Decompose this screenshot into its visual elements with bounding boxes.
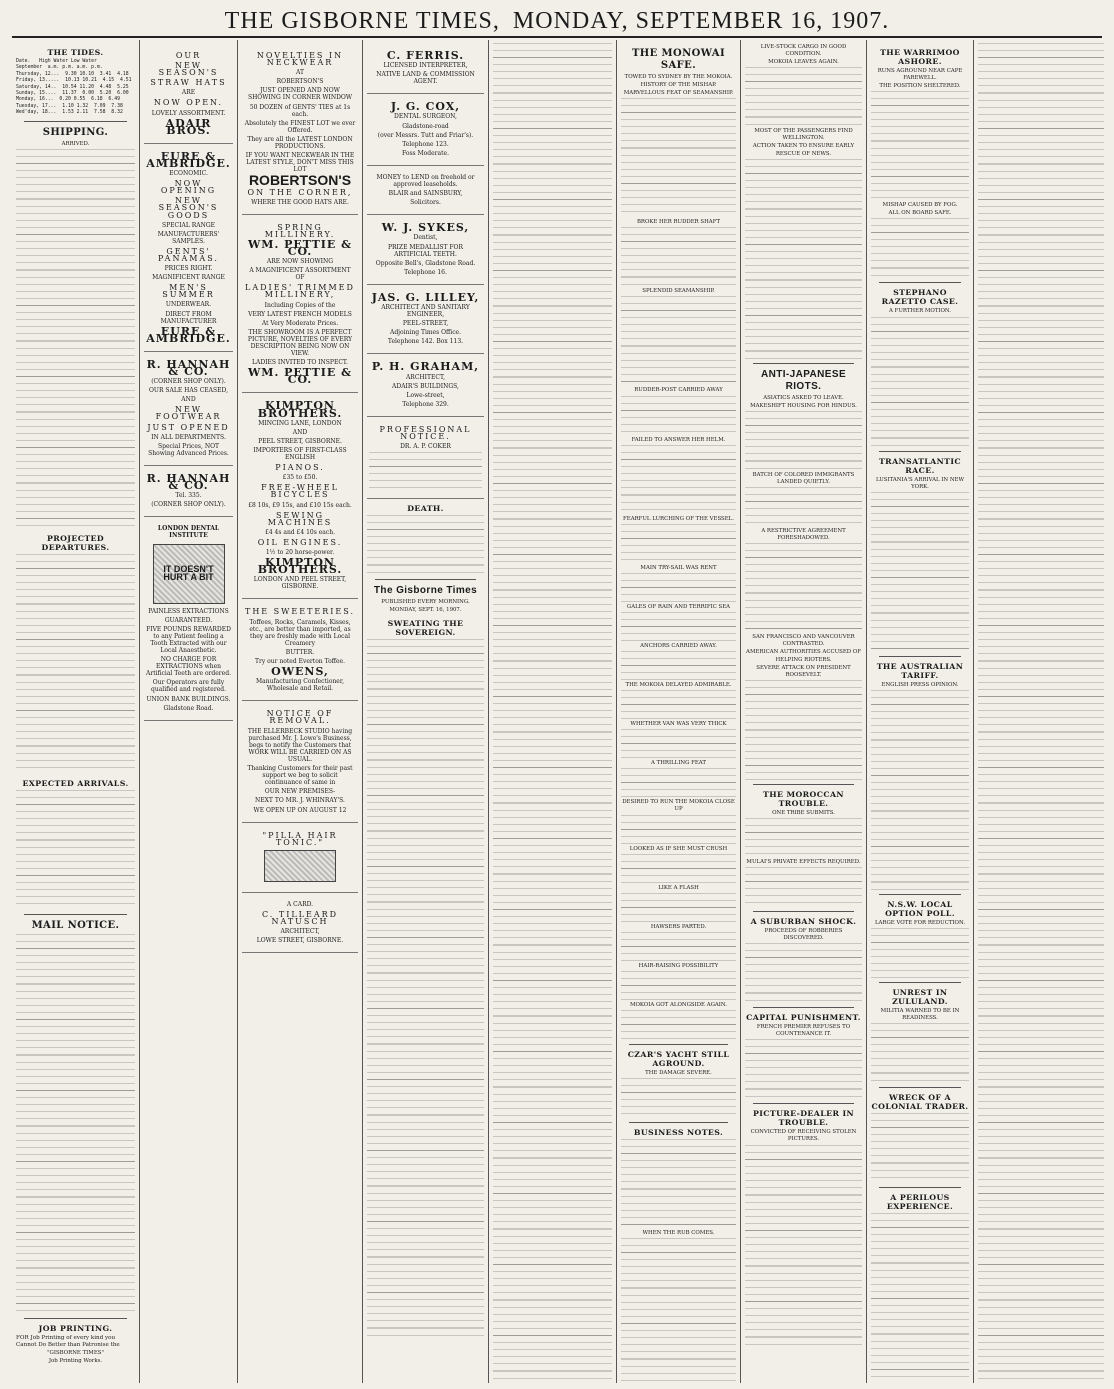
professional-notice: PROFESSIONAL NOTICE. DR. A. P. COKER: [367, 417, 484, 499]
anti-japanese-heading: ANTI-JAPANESE RIOTS.: [760, 368, 847, 392]
eure-ambridge-ad: EURE & AMBRIDGE. ECONOMIC. NOW OPENING NEW SEASON'S GOODS SPECIAL RANGE MANUFACTURERS' SAMPLES. GENTS' PANAMAS. PRICES RIGHT. MAGNIFICENT RANGE MEN'S SUMMER UNDERWEAR. DIRECT FROM MANUFACTURER EURE & AMBRIDGE.: [144, 144, 233, 352]
paper-title: THE GISBORNE TIMES,: [224, 8, 500, 34]
mail-text: [16, 934, 135, 1314]
hannah-ad-2: R. HANNAH & CO. Tel. 335. (CORNER SHOP ONLY).: [144, 466, 233, 517]
expected-heading: EXPECTED ARRIVALS.: [22, 778, 129, 788]
picture-dealer-heading: PICTURE-DEALER IN TROUBLE.: [752, 1109, 855, 1128]
newspaper-page: [12, 40, 1102, 1383]
adair-bros: ADAIR BROS.: [165, 116, 212, 137]
issue-date-line: MONDAY, SEPT. 16, 1907.: [389, 607, 462, 614]
pilla-illustration: [264, 850, 336, 882]
shipping-heading: SHIPPING.: [42, 126, 109, 138]
kimpton-brothers-ad: KIMPTON BROTHERS. MINCING LANE, LONDON AND PEEL STREET, GISBORNE. IMPORTERS OF FIRST-CLASS ENGLISH PIANOS. £35 to £50. FREE-WHEEL BICYCLES £8 10s, £9 15s, and £10 15s each. SEWING MACHINES £4 4s and £4 10s each. OIL ENGINES. 1½ to 20 horse-power. KIMPTON BROTHERS. LONDON AND PEEL STREET, GISBORNE.: [242, 393, 358, 599]
issue-date: MONDAY, SEPTEMBER 16, 1907.: [512, 8, 890, 34]
hannah-ad-1: R. HANNAH & CO. (CORNER SHOP ONLY). OUR SALE HAS CEASED, AND NEW FOOTWEAR JUST OPENED IN ALL DEPARTMENTS. Special Prices, NOT Showing Advanced Prices.: [144, 352, 233, 466]
masthead: [12, 6, 1102, 38]
robertsons-logo: ROBERTSON'S: [248, 172, 352, 189]
ferris-ad: C. FERRIS. LICENSED INTERPRETER, NATIVE LAND & COMMISSION AGENT.: [367, 43, 484, 94]
cox-ad: J. G. COX, DENTAL SURGEON, Gladstone-road (over Messrs. Tutt and Friar's). Telephone 123. Foss Moderate.: [367, 94, 484, 166]
pettie-millinery-ad: SPRING MILLINERY. WM. PETTIE & CO. ARE NOW SHOWING A MAGNIFICENT ASSORTMENT OF LADIES' TRIMMED MILLINERY, Including Copies of the VERY LATEST FRENCH MODELS At Very Moderate Prices. THE SHOWROOM IS A PERFECT PICTURE, NOVELTIES OF EVERY DESCRIPTION BEING NOW ON VIEW. LADIES INVITED TO INSPECT. WM. PETTIE & CO.: [242, 215, 358, 394]
column-8: THE WARRIMOO ASHORE. RUNS AGROUND NEAR CAPE FAREWELL. THE POSITION SHELTERED. MISHAP CAUSED BY FOG. ALL ON BOARD SAFE. STEPHANO RAZETTO CASE. A FURTHER MOTION. TRANSATLANTIC RACE. LUSITANIA'S ARRIVAL IN NEW YORK. THE AUSTRALIAN TARIFF. ENGLISH PRESS OPINION. N.S.W. LOCAL OPTION POLL. LARGE VOTE FOR REDUCTION. UNREST IN ZULULAND. MILITIA WARNED TO BE IN READINESS. WRECK OF A COLONIAL TRADER. A PERILOUS EXPERIENCE.: [866, 40, 973, 1383]
column-9-text: [978, 43, 1104, 1383]
business-heading: BUSINESS NOTES.: [633, 1128, 724, 1138]
published-line: PUBLISHED EVERY MORNING.: [381, 599, 470, 606]
job-printing-heading: JOB PRINTING.: [38, 1323, 113, 1333]
australian-tariff-heading: THE AUSTRALIAN TARIFF.: [876, 661, 964, 680]
column-3: [237, 40, 362, 1383]
nsw-heading: N.S.W. LOCAL OPTION POLL.: [885, 899, 955, 918]
lilley-ad: JAS. G. LILLEY, ARCHITECT AND SANITARY ENGINEER, PEEL-STREET, Adjoining Times Office. Telephone 142. Box 113.: [367, 285, 484, 355]
removal-notice: NOTICE OF REMOVAL. THE ELLERBECK STUDIO having purchased Mr. J. Lowe's Business, begs to notify the Customers that WORK WILL BE CARRIED ON AS USUAL. Thanking Customers for their past support we beg to solicit continuance of same in OUR NEW PREMISES- NEXT TO MR. J. WHINRAY'S. WE OPEN UP ON AUGUST 12: [242, 701, 358, 822]
column-1: [12, 40, 139, 1383]
pilla-hair-tonic-ad: "PILLA HAIR TONIC.": [242, 823, 358, 893]
perilous-heading: A PERILOUS EXPERIENCE.: [886, 1193, 954, 1212]
moroccan-heading: THE MOROCCAN TROUBLE.: [763, 789, 844, 808]
graham-ad: P. H. GRAHAM, ARCHITECT, ADAIR'S BUILDINGS, Lowe-street, Telephone 329.: [367, 354, 484, 416]
tides-table: Date. High Water Low Water September a.m. p.m. a.m. p.m. Thursday, 12... 9.30 10.10 3.41 4.18 Friday, 13..... 10.13 10.21 4.15 4.51 Saturday, 14.. 10.54 11.20 4.48 5.25 Sunday, 15.... 11.37 0.00 5.20 6.00 Monday, 16... 0.20 0.55 6.18 6.49 Tuesday, 17... 1.10 1.32 7.09 7.38 Wed'day, 18... 1.53 2.11 7.58 8.32: [16, 59, 132, 116]
column-6: THE MONOWAI SAFE. TOWED TO SYDNEY BY THE MOKOIA. HISTORY OF THE MISHAP. MARVELLOUS FEAT OF SEAMANSHIP. BROKE HER RUDDER SHAFT SPLENDID SEAMANSHIP. RUDDER-POST CARRIED AWAY FAILED TO ANSWER HER HELM. FEARFUL LURCHING OF THE VESSEL. MAIN TRY-SAIL WAS RENT GALES OF RAIN AND TERRIFIC SEA ANCHORS CARRIED AWAY. THE MOKOIA DELAYED ADMIRABLE. WHETHER VAN WAS VERY THICK A THRILLING FEAT DESIRED TO RUN THE MOKOIA CLOSE UP LOOKED AS IF SHE MUST CRUSH LIKE A FLASH HAWSERS PARTED. HAIR-RAISING POSSIBILITY MOKOIA GOT ALONGSIDE AGAIN. CZAR'S YACHT STILL AGROUND. THE DAMAGE SEVERE. BUSINESS NOTES. WHEN THE RUB COMES.: [616, 40, 740, 1383]
times-title: The Gisborne Times: [373, 585, 478, 597]
editorial-text: [367, 639, 484, 1339]
warrimoo-heading: THE WARRIMOO ASHORE.: [880, 48, 960, 66]
job-printing-text: FOR Job Printing of every kind you Cannot Do Better than Patronise the: [16, 1334, 120, 1348]
editorial-continued-text: [493, 43, 612, 1383]
monowai-heading: THE MONOWAI SAFE.: [631, 48, 726, 71]
wreck-heading: WRECK OF A COLONIAL TRADER.: [871, 1093, 969, 1112]
capital-heading: CAPITAL PUNISHMENT.: [746, 1013, 861, 1023]
column-5: [488, 40, 616, 1383]
job-printing-works: Job Printing Works.: [48, 1358, 103, 1365]
czar-heading: CZAR'S YACHT STILL AGROUND.: [627, 1049, 730, 1068]
death-heading: DEATH.: [407, 504, 444, 514]
column-9: [973, 40, 1108, 1383]
razetto-heading: STEPHANO RAZETTO CASE.: [881, 288, 959, 307]
death-text: [367, 515, 484, 575]
job-printing-paper: "GISBORNE TIMES": [47, 1349, 104, 1356]
shock-heading: A SUBURBAN SHOCK.: [750, 916, 857, 926]
zululand-heading: UNREST IN ZULULAND.: [892, 987, 948, 1006]
dental-institute-ad: LONDON DENTAL INSTITUTE IT DOESN'T HURT A BIT PAINLESS EXTRACTIONS GUARANTEED. FIVE POUNDS REWARDED to any Patient feeling a Tooth Extracted with our Local Anaesthetic. NO CHARGE FOR EXTRACTIONS when Artificial Teeth are ordered. Our Operators are fully qualified and registered. UNION BANK BUILDINGS. Gladstone Road.: [144, 517, 233, 720]
shipping-text: [16, 149, 135, 529]
column-2: [139, 40, 237, 1383]
robertsons-neckwear-ad: NOVELTIES IN NECKWEAR AT ROBERTSON'S JUST OPENED AND NOW SHOWING IN CORNER WINDOW 50 DOZEN of GENTS' TIES at 1s each. Absolutely the FINEST LOT we ever Offered. They are all the LATEST LONDON PRODUCTIONS. IF YOU WANT NECKWEAR IN THE LATEST STYLE, DON'T MISS THIS LOT ROBERTSON'S ON THE CORNER, WHERE THE GOOD HATS ARE.: [242, 43, 358, 215]
transatlantic-heading: TRANSATLANTIC RACE.: [878, 456, 962, 475]
dental-illustration: IT DOESN'T HURT A BIT: [153, 544, 225, 604]
sweating-heading: SWEATING THE SOVEREIGN.: [387, 619, 464, 638]
straw-hats-ad: OUR NEW SEASON'S STRAW HATS ARE NOW OPEN. LOVELY ASSORTMENT. ADAIR BROS.: [144, 43, 233, 144]
natusch-card: A CARD. C. TILLEARD NATUSCH ARCHITECT, LOWE STREET, GISBORNE.: [242, 893, 358, 953]
sykes-ad: W. J. SYKES, Dentist, PRIZE MEDALLIST FOR ARTIFICIAL TEETH. Opposite Bell's, Gladstone Road. Telephone 16.: [367, 215, 484, 285]
column-7: LIVE-STOCK CARGO IN GOOD CONDITION. MOKOIA LEAVES AGAIN. MOST OF THE PASSENGERS FIND WELLINGTON. ACTION TAKEN TO ENSURE EARLY RESCUE OF NEWS. ANTI-JAPANESE RIOTS. ASIATICS ASKED TO LEAVE. MAKESHIFT HOUSING FOR HINDUS. BATCH OF COLORED IMMIGRANTS LANDED QUIETLY. A RESTRICTIVE AGREEMENT FORESHADOWED. SAN FRANCISCO AND VANCOUVER CONTRASTED. AMERICAN AUTHORITIES ACCUSED OF HELPING RIOTERS. SEVERE ATTACK ON PRESIDENT ROOSEVELT. THE MOROCCAN TROUBLE. ONE TRIBE SUBMITS. MULAI'S PRIVATE EFFECTS REQUIRED. A SUBURBAN SHOCK. PROCEEDS OF ROBBERIES DISCOVERED. CAPITAL PUNISHMENT. FRENCH PREMIER REFUSES TO COUNTENANCE IT. PICTURE-DEALER IN TROUBLE. CONVICTED OF RECEIVING STOLEN PICTURES.: [740, 40, 866, 1383]
sweeteries-ad: THE SWEETERIES. Toffees, Rocks, Caramels, Kisses, etc., are better than imported, as they are freshly made with Local Creamery BUTTER. Try our noted Everton Toffee. OWENS, Manufacturing Confectioner, Wholesale and Retail.: [242, 599, 358, 701]
mail-heading: MAIL NOTICE.: [31, 919, 120, 931]
blair-sainsbury-ad: MONEY to LEND on freehold or approved leaseholds. BLAIR and SAINSBURY, Solicitors.: [367, 166, 484, 215]
expected-text: [16, 790, 135, 910]
column-4: [362, 40, 488, 1383]
projected-text: [16, 554, 135, 774]
projected-heading: PROJECTED DEPARTURES.: [41, 533, 110, 552]
arrived-heading: ARRIVED.: [61, 140, 90, 147]
tides-heading: THE TIDES.: [47, 48, 104, 57]
